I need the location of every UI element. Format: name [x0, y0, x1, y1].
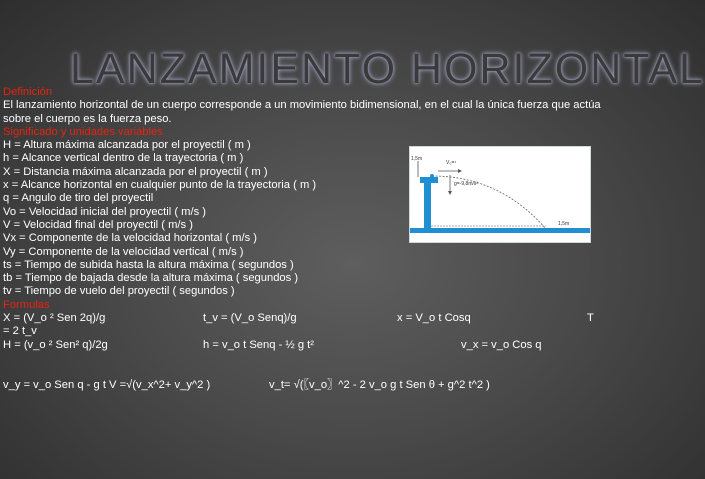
variable-item: ts = Tiempo de subida hasta la altura máxima ( segundos ) — [3, 258, 294, 271]
variable-item: H = Altura máxima alcanzada por el proyectil ( m ) — [3, 139, 251, 152]
formula-tv: t_v = (V_o Senq)/g — [203, 312, 297, 325]
projectile-diagram-svg — [410, 147, 590, 242]
variables-header: Significado y unidades variables — [3, 125, 163, 138]
formula-T: T — [587, 312, 594, 325]
formula-row-1-continuation: = 2 t_v — [3, 325, 37, 338]
variable-item: X = Distancia máxima alcanzada por el proyectil ( m ) — [3, 165, 268, 178]
height-label: 1,5m — [411, 156, 423, 162]
variable-item: h = Alcance vertical dentro de la trayectoria ( m ) — [3, 152, 244, 165]
variable-item: tb = Tiempo de bajada desde la altura máxima ( segundos ) — [3, 272, 299, 285]
variable-item: q = Angulo de tiro del proyectil — [3, 192, 154, 205]
formula-h: h = v_o t Senq - ½ g t² — [203, 338, 315, 351]
tower — [424, 182, 431, 229]
gravity-label: g=-9,8m/s² — [454, 181, 479, 187]
slide-title: LANZAMIENTO HORIZONTAL — [70, 45, 705, 93]
formula-vy: v_y = v_o Sen q - g t V =√(v_x^2+ v_y^2 ) — [3, 378, 211, 391]
formula-vt: v_t= √(〖v_o〗^2 - 2 v_o g t Sen θ + g^2 t^2 ) — [269, 378, 490, 391]
definition-text: El lanzamiento horizontal de un cuerpo corresponde a un movimiento bidimensional, en el cual la única fuerza que actúa sobre el cuerpo es la fuerza peso. — [3, 99, 601, 125]
variable-item: x = Alcance horizontal en cualquier punto de la trayectoria ( m ) — [3, 179, 317, 192]
formula-row-1 — [3, 312, 613, 325]
formula-X: X = (V_o ² Sen 2q)/g — [3, 312, 106, 325]
definition-header: Definición — [3, 86, 53, 98]
variable-item: V = Velocidad final del proyectil ( m/s ) — [3, 218, 193, 231]
projectile-diagram — [409, 146, 591, 243]
tower-top — [420, 177, 438, 183]
distance-label: 1,5m — [558, 221, 570, 227]
formula-H: H = (v_o ² Sen² q)/2g — [3, 338, 108, 351]
formula-vx: v_x = v_o Cos q — [461, 338, 542, 351]
variable-item: Vx = Componente de la velocidad horizontal ( m/s ) — [3, 232, 258, 245]
formulas-header: Formulas — [3, 298, 50, 311]
variable-item: Vy = Componente de la velocidad vertical ( m/s ) — [3, 245, 244, 258]
variable-item: tv = Tiempo de vuelo del proyectil ( segundos ) — [3, 285, 235, 298]
projectile — [430, 174, 434, 178]
trajectory-curve — [432, 176, 546, 229]
formula-x: x = V_o t Cosq — [397, 312, 471, 325]
v0-label: V₀=¹ — [446, 160, 456, 166]
formula-row-3 — [3, 379, 613, 392]
formula-row-2 — [3, 339, 613, 352]
variable-item: Vo = Velocidad inicial del proyectil ( m/s ) — [3, 205, 207, 218]
ground — [410, 228, 590, 233]
